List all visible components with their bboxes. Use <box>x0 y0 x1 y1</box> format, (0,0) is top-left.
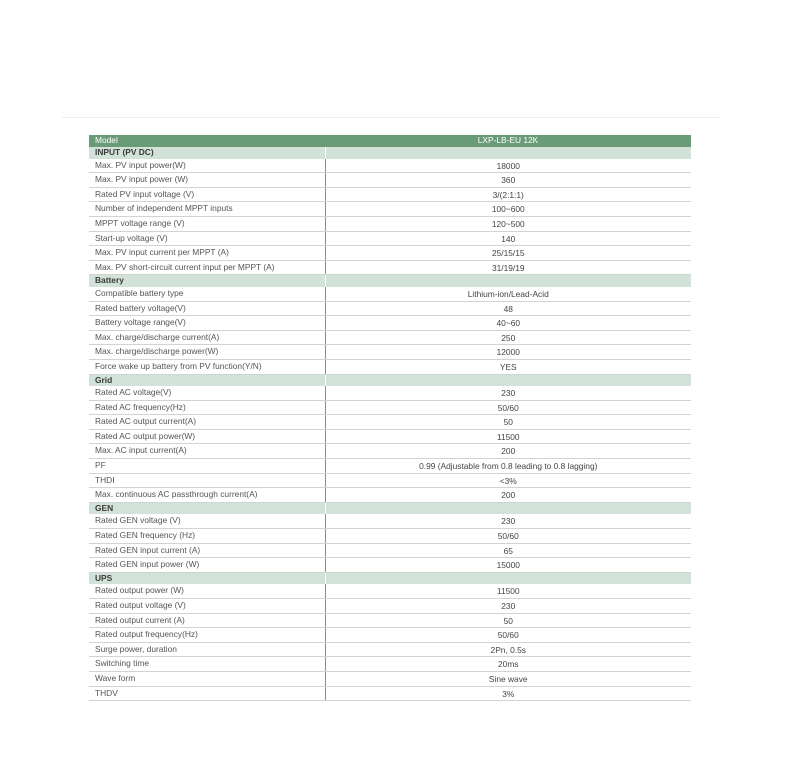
spec-label: THDV <box>89 686 325 701</box>
spec-value: 65 <box>325 543 691 558</box>
table-row <box>89 287 691 301</box>
section-header-row <box>89 147 691 159</box>
spec-value: <3% <box>325 473 691 488</box>
spec-label: Max. PV input current per MPPT (A) <box>89 246 325 261</box>
table-row <box>89 558 691 573</box>
spec-value: 230 <box>325 386 691 400</box>
spec-value: 48 <box>325 301 691 316</box>
table-row <box>89 628 691 643</box>
table-header-row <box>89 135 691 147</box>
section-header-row <box>89 275 691 287</box>
model-value: LXP-LB-EU 12K <box>325 135 691 147</box>
section-title: INPUT (PV DC) <box>89 147 325 159</box>
spec-label: Max. PV input power (W) <box>89 173 325 188</box>
spec-value: 2Pn, 0.5s <box>325 642 691 657</box>
table-row <box>89 202 691 217</box>
spec-label: Start-up voltage (V) <box>89 231 325 246</box>
spec-value: Sine wave <box>325 671 691 686</box>
table-row <box>89 543 691 558</box>
table-row <box>89 260 691 275</box>
table-row <box>89 400 691 415</box>
table-row <box>89 657 691 672</box>
spec-value: 12000 <box>325 345 691 360</box>
table-row <box>89 386 691 400</box>
spec-value: 50/60 <box>325 400 691 415</box>
spec-label: Rated output current (A) <box>89 613 325 628</box>
table-row <box>89 429 691 444</box>
spec-value: 50 <box>325 415 691 430</box>
spec-label: Rated AC output power(W) <box>89 429 325 444</box>
spec-label: Rated PV input voltage (V) <box>89 187 325 202</box>
spec-label: Compatible battery type <box>89 287 325 301</box>
spec-label: Rated output frequency(Hz) <box>89 628 325 643</box>
spec-value: 250 <box>325 330 691 345</box>
spec-label: Rated GEN frequency (Hz) <box>89 529 325 544</box>
table-row <box>89 444 691 459</box>
table-row <box>89 584 691 598</box>
spec-label: Rated output power (W) <box>89 584 325 598</box>
spec-value: 11500 <box>325 584 691 598</box>
table-row <box>89 613 691 628</box>
table-row <box>89 488 691 503</box>
spec-value: 3% <box>325 686 691 701</box>
spec-value: YES <box>325 359 691 374</box>
table-row <box>89 529 691 544</box>
spec-label: Max. PV short-circuit current input per MPPT (A) <box>89 260 325 275</box>
table-row <box>89 599 691 614</box>
spec-label: THDI <box>89 473 325 488</box>
spec-value: 50/60 <box>325 628 691 643</box>
spec-label: Force wake up battery from PV function(Y/N) <box>89 359 325 374</box>
spec-value: 50/60 <box>325 529 691 544</box>
spec-value: 15000 <box>325 558 691 573</box>
section-header-row <box>89 374 691 386</box>
table-row <box>89 359 691 374</box>
spec-label: Battery voltage range(V) <box>89 316 325 331</box>
table-row <box>89 301 691 316</box>
spec-value: 50 <box>325 613 691 628</box>
spec-value: 20ms <box>325 657 691 672</box>
spec-label: Wave form <box>89 671 325 686</box>
table-row <box>89 216 691 231</box>
table-row <box>89 514 691 528</box>
table-row <box>89 187 691 202</box>
page-top-divider <box>62 117 720 118</box>
section-title: Grid <box>89 374 325 386</box>
section-title: UPS <box>89 572 325 584</box>
spec-label: Max. charge/discharge power(W) <box>89 345 325 360</box>
spec-label: Max. continuous AC passthrough current(A) <box>89 488 325 503</box>
table-row <box>89 330 691 345</box>
section-title: Battery <box>89 275 325 287</box>
spec-label: Rated battery voltage(V) <box>89 301 325 316</box>
spec-label: Max. charge/discharge current(A) <box>89 330 325 345</box>
spec-label: Rated output voltage (V) <box>89 599 325 614</box>
spec-label: Rated GEN input current (A) <box>89 543 325 558</box>
spec-label: Max. PV input power(W) <box>89 159 325 173</box>
spec-label: Max. AC input current(A) <box>89 444 325 459</box>
table-row <box>89 473 691 488</box>
table-row <box>89 316 691 331</box>
spec-label: Rated AC frequency(Hz) <box>89 400 325 415</box>
table-row <box>89 231 691 246</box>
spec-label: Rated AC output current(A) <box>89 415 325 430</box>
spec-label: Rated AC voltage(V) <box>89 386 325 400</box>
section-title-spacer <box>325 572 691 584</box>
spec-value: 0.99 (Adjustable from 0.8 leading to 0.8 lagging) <box>325 459 691 474</box>
section-header-row <box>89 572 691 584</box>
table-row <box>89 159 691 173</box>
table-row <box>89 642 691 657</box>
spec-value: 100~600 <box>325 202 691 217</box>
spec-value: 230 <box>325 599 691 614</box>
model-label: Model <box>89 135 325 147</box>
spec-value: 31/19/19 <box>325 260 691 275</box>
table-row <box>89 415 691 430</box>
section-title-spacer <box>325 374 691 386</box>
table-row <box>89 686 691 701</box>
spec-value: 140 <box>325 231 691 246</box>
spec-value: 18000 <box>325 159 691 173</box>
spec-value: 25/15/15 <box>325 246 691 261</box>
section-title: GEN <box>89 502 325 514</box>
spec-value: 3/(2:1:1) <box>325 187 691 202</box>
spec-value: 230 <box>325 514 691 528</box>
spec-label: Number of independent MPPT inputs <box>89 202 325 217</box>
spec-value: 200 <box>325 444 691 459</box>
spec-label: PF <box>89 459 325 474</box>
spec-value: 200 <box>325 488 691 503</box>
spec-label: Rated GEN input power (W) <box>89 558 325 573</box>
spec-value: 40~60 <box>325 316 691 331</box>
section-header-row <box>89 502 691 514</box>
section-title-spacer <box>325 275 691 287</box>
table-row <box>89 459 691 474</box>
spec-value: 11500 <box>325 429 691 444</box>
spec-table <box>89 135 691 701</box>
spec-label: Switching time <box>89 657 325 672</box>
table-row <box>89 173 691 188</box>
table-row <box>89 345 691 360</box>
spec-label: Rated GEN voltage (V) <box>89 514 325 528</box>
spec-value: Lithium-ion/Lead-Acid <box>325 287 691 301</box>
section-title-spacer <box>325 502 691 514</box>
spec-value: 120~500 <box>325 216 691 231</box>
spec-value: 360 <box>325 173 691 188</box>
table-row <box>89 246 691 261</box>
spec-table-body <box>89 135 691 701</box>
section-title-spacer <box>325 147 691 159</box>
table-row <box>89 671 691 686</box>
spec-label: MPPT voltage range (V) <box>89 216 325 231</box>
spec-label: Surge power, duration <box>89 642 325 657</box>
